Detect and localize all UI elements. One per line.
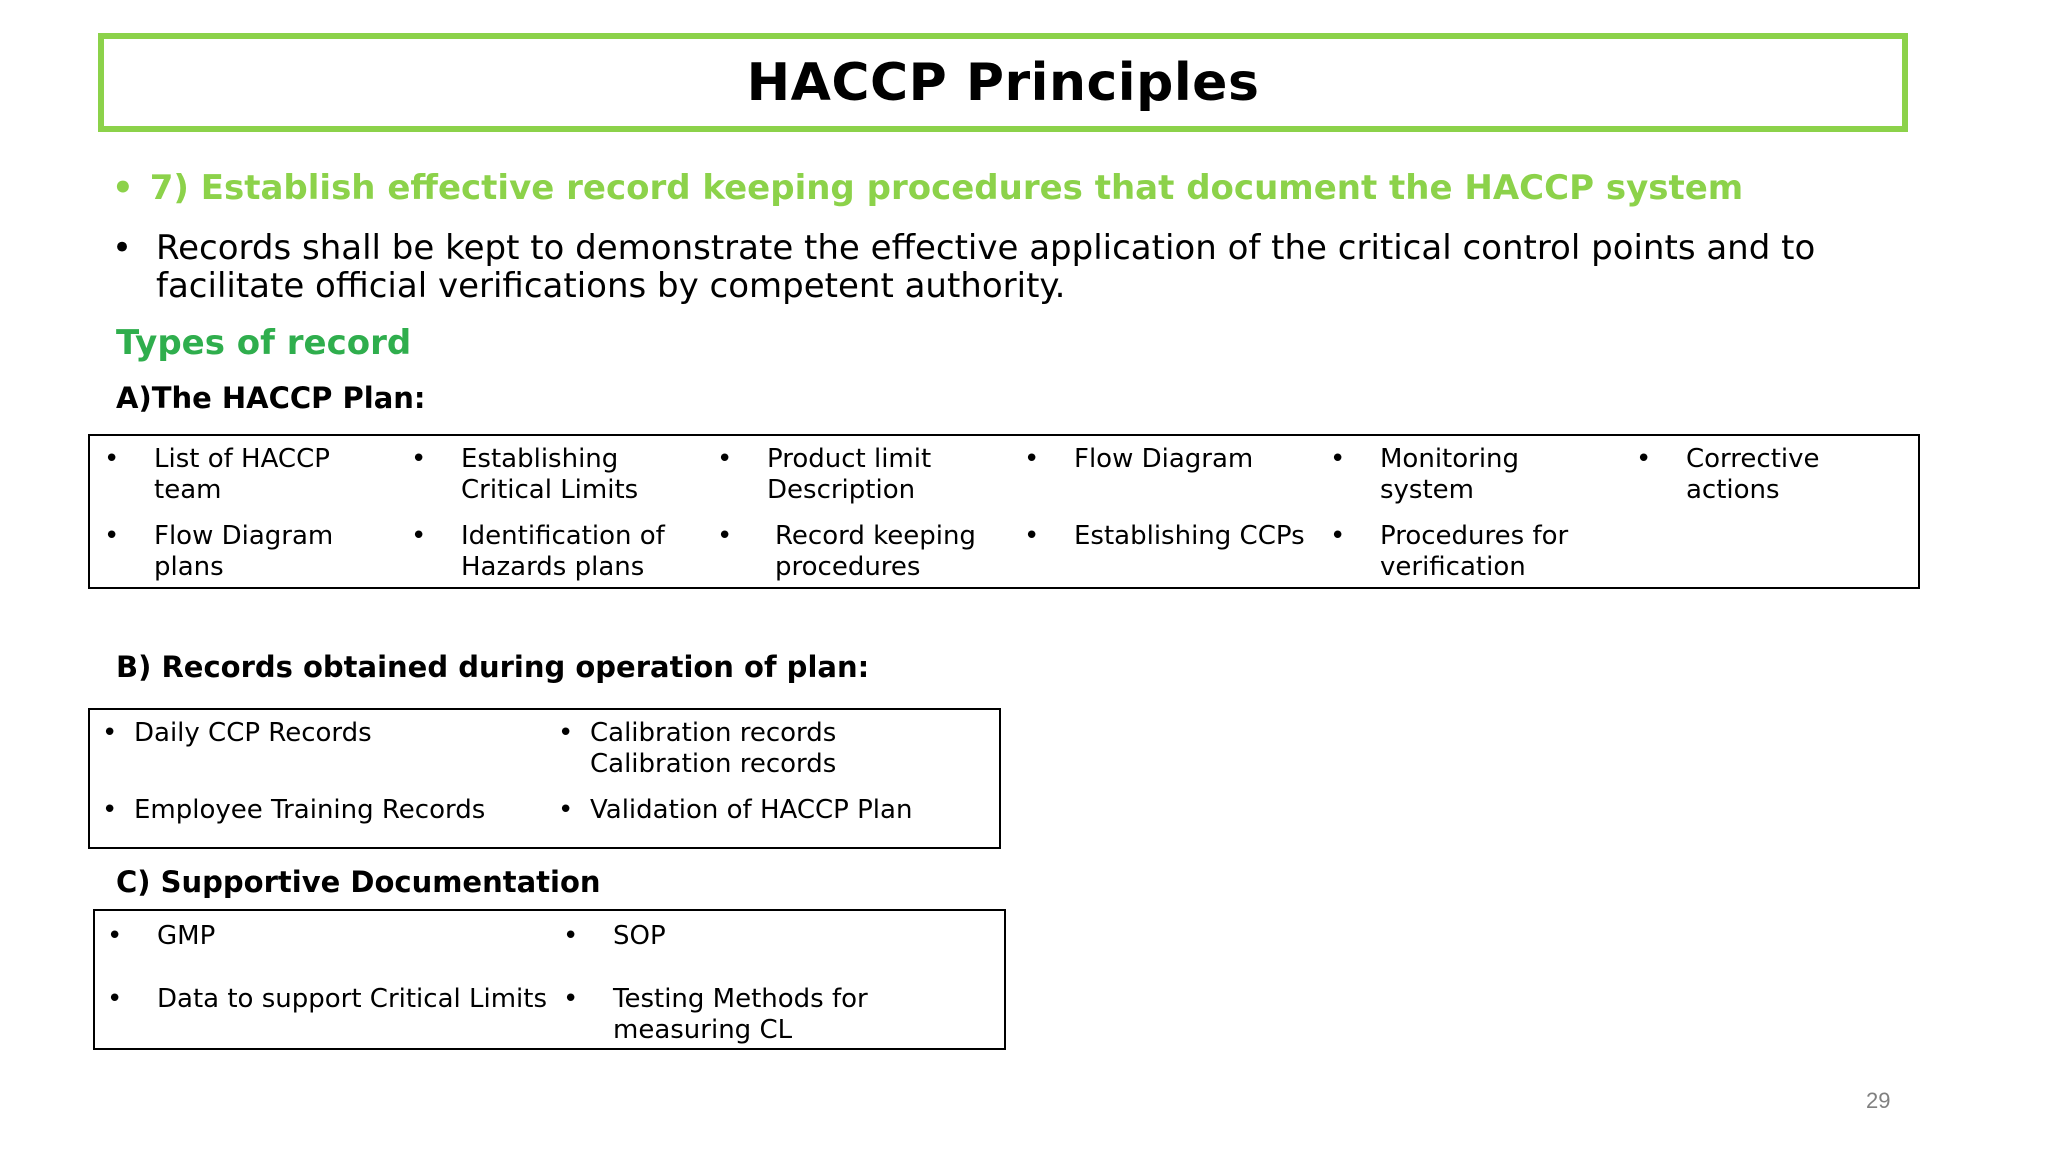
bullet-dot: • <box>563 921 579 951</box>
item-text: Testing Methods for measuring CL <box>613 984 868 1045</box>
bullet-dot: • <box>107 984 123 1014</box>
page-number: 29 <box>1866 1088 1891 1113</box>
bullet-dot: • <box>1024 521 1040 551</box>
list-item <box>107 984 547 1015</box>
item-text: GMP <box>157 921 216 951</box>
item-text: List of HACCP team <box>154 444 330 505</box>
bullet-dot: • <box>558 718 574 748</box>
list-item <box>1024 521 1314 552</box>
slide-title: HACCP Principles <box>746 52 1260 113</box>
bullet-dot: • <box>411 444 427 474</box>
bullet-dot: • <box>104 521 120 551</box>
item-text: Flow Diagram <box>1074 444 1254 474</box>
list-item <box>104 521 394 583</box>
list-item <box>1330 444 1620 506</box>
bullet-dot: • <box>112 168 134 208</box>
list-item <box>104 444 394 506</box>
section-a-heading: A)The HACCP Plan: <box>116 381 426 415</box>
list-item <box>411 444 701 506</box>
list-item <box>102 718 532 749</box>
statement-bullet <box>112 229 1832 305</box>
section-b-heading: B) Records obtained during operation of plan: <box>116 650 870 684</box>
bullet-dot: • <box>102 718 118 748</box>
section-c-box <box>93 909 1006 1050</box>
bullet-dot: • <box>1330 444 1346 474</box>
bullet-dot: • <box>717 521 733 551</box>
item-text: Monitoring system <box>1380 444 1520 505</box>
bullet-dot: • <box>1330 521 1346 551</box>
item-text: Flow Diagram plans <box>154 521 334 582</box>
bullet-dot: • <box>107 921 123 951</box>
list-item <box>1330 521 1620 583</box>
list-item <box>717 444 1007 506</box>
list-item <box>563 921 983 952</box>
item-text: Establishing Critical Limits <box>461 444 639 505</box>
item-text: Corrective actions <box>1686 444 1820 505</box>
item-text: Product limit Description <box>767 444 932 505</box>
bullet-dot: • <box>563 984 579 1014</box>
section-b-box <box>88 708 1001 849</box>
bullet-dot: • <box>104 444 120 474</box>
item-text: Data to support Critical Limits <box>157 984 547 1014</box>
bullet-dot: • <box>112 228 133 268</box>
item-text: Employee Training Records <box>134 795 486 825</box>
list-item <box>1024 444 1314 475</box>
list-item <box>1636 444 1906 506</box>
list-item <box>411 521 701 583</box>
title-box <box>98 33 1908 132</box>
bullet-dot: • <box>1024 444 1040 474</box>
bullet-dot: • <box>1636 444 1652 474</box>
bullet-dot: • <box>102 795 118 825</box>
item-text: Validation of HACCP Plan <box>590 795 913 825</box>
list-item <box>563 984 993 1046</box>
principle-text: 7) Establish effective record keeping procedures that document the HACCP system <box>149 168 1744 208</box>
item-text: SOP <box>613 921 666 951</box>
list-item <box>558 718 978 780</box>
list-item <box>558 795 978 826</box>
section-a-box <box>88 434 1920 589</box>
item-text: Procedures for verification <box>1380 521 1569 582</box>
item-text: Daily CCP Records <box>134 718 372 748</box>
item-text: Calibration records Calibration records <box>590 718 837 779</box>
list-item <box>717 521 1007 583</box>
item-text: Record keeping procedures <box>775 521 976 582</box>
item-text: Identification of Hazards plans <box>461 521 665 582</box>
bullet-dot: • <box>717 444 733 474</box>
bullet-dot: • <box>411 521 427 551</box>
statement-text: Records shall be kept to demonstrate the effective application of the critical control points and to facilitate official verifications by competent authority. <box>156 228 1816 306</box>
principle-bullet <box>112 169 1743 207</box>
list-item <box>102 795 532 826</box>
bullet-dot: • <box>558 795 574 825</box>
section-c-heading: C) Supportive Documentation <box>116 865 601 899</box>
item-text: Establishing CCPs <box>1074 521 1305 551</box>
list-item <box>107 921 537 952</box>
types-heading: Types of record <box>116 323 412 363</box>
